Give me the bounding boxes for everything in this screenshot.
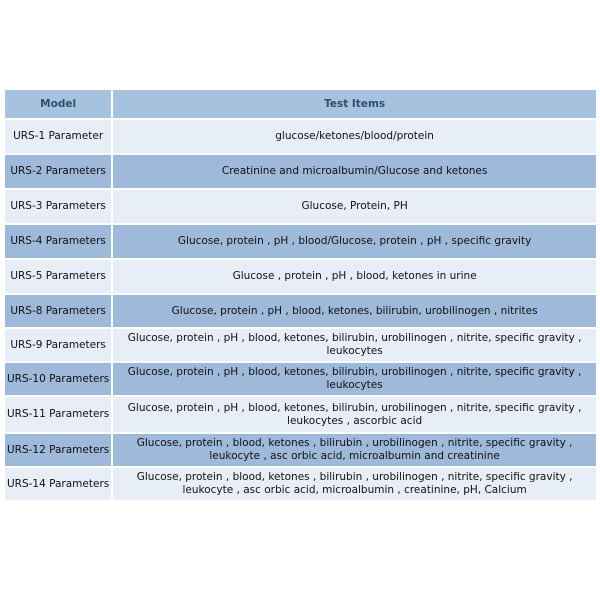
model-cell: URS-5 Parameters [5,260,111,293]
table-row [5,468,596,500]
table-row [5,120,596,153]
test-items-cell: Creatinine and microalbumin/Glucose and ketones [113,155,596,188]
test-items-cell: Glucose, protein , pH , blood, ketones, bilirubin, urobilinogen , nitrites [113,295,596,327]
test-items-cell: glucose/ketones/blood/protein [113,120,596,153]
test-items-cell: Glucose, protein , pH , blood, ketones, bilirubin, urobilinogen , nitrite, specific gravity , leukocytes [113,329,596,361]
table-row [5,260,596,293]
table-row [5,434,596,466]
model-cell: URS-12 Parameters [5,434,111,466]
model-cell: URS-14 Parameters [5,468,111,500]
model-cell: URS-8 Parameters [5,295,111,327]
test-items-cell: Glucose, protein , blood, ketones , bilirubin , urobilinogen , nitrite, specific gravity , leukocyte , asc orbic acid, microalbumin , creatinine, pH, Calcium [113,468,596,500]
header-model: Model [5,90,111,118]
header-row [5,90,596,118]
model-cell: URS-4 Parameters [5,225,111,258]
test-items-cell: Glucose, protein , blood, ketones , bilirubin , urobilinogen , nitrite, specific gravity , leukocyte , asc orbic acid, microalbumin and creatinine [113,434,596,466]
test-items-cell: Glucose, protein , pH , blood/Glucose, protein , pH , specific gravity [113,225,596,258]
test-items-cell: Glucose, Protein, PH [113,190,596,223]
test-items-cell: Glucose, protein , pH , blood, ketones, bilirubin, urobilinogen , nitrite, specific gravity , leukocytes [113,363,596,395]
table-row [5,295,596,327]
table-row [5,397,596,432]
model-cell: URS-10 Parameters [5,363,111,395]
table-body [5,120,596,500]
model-cell: URS-3 Parameters [5,190,111,223]
test-items-table-container [3,88,598,502]
header-test-items: Test Items [113,90,596,118]
model-cell: URS-9 Parameters [5,329,111,361]
model-cell: URS-1 Parameter [5,120,111,153]
table-row [5,363,596,395]
table-row [5,329,596,361]
model-cell: URS-2 Parameters [5,155,111,188]
table-row [5,225,596,258]
test-items-cell: Glucose , protein , pH , blood, ketones in urine [113,260,596,293]
table-header [5,90,596,118]
test-items-table [3,88,598,502]
table-row [5,190,596,223]
test-items-cell: Glucose, protein , pH , blood, ketones, bilirubin, urobilinogen , nitrite, specific gravity , leukocytes , ascorbic acid [113,397,596,432]
model-cell: URS-11 Parameters [5,397,111,432]
table-row [5,155,596,188]
